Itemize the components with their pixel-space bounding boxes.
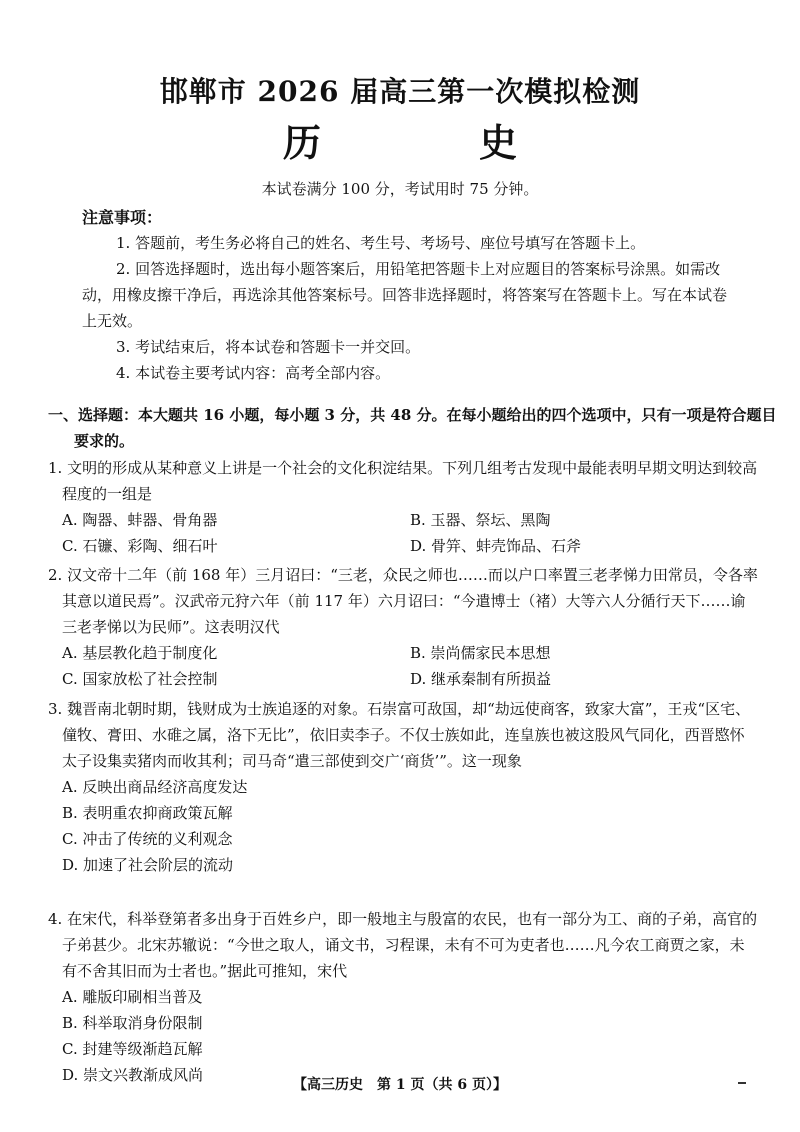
option-c: C. 冲击了传统的义利观念 <box>62 830 233 848</box>
option-a: A. 基层教化趋于制度化 <box>62 644 218 662</box>
subject-title: 历 史 <box>282 120 577 165</box>
option-d: D. 加速了社会阶层的流动 <box>62 856 234 874</box>
question-2 <box>48 562 758 692</box>
option-c: C. 国家放松了社会控制 <box>62 670 218 688</box>
notice-list <box>82 230 732 386</box>
exam-info: 本试卷满分 100 分，考试用时 75 分钟。 <box>261 180 539 198</box>
option-b: B. 崇尚儒家民本思想 <box>410 644 551 662</box>
option-a: A. 雕版印刷相当普及 <box>62 988 203 1006</box>
option-row <box>48 533 758 559</box>
option-c: C. 石镰、彩陶、细石叶 <box>62 537 218 555</box>
question-3 <box>48 696 758 878</box>
option-d: D. 骨笄、蚌壳饰品、石斧 <box>410 537 582 555</box>
option-b: B. 科举取消身份限制 <box>62 1014 203 1032</box>
option-row <box>48 640 758 666</box>
option-b: B. 表明重农抑商政策瓦解 <box>62 804 233 822</box>
option-b: B. 玉器、祭坛、黑陶 <box>410 511 551 529</box>
exam-title: 邯郸市 2026 届高三第一次模拟检测 <box>159 75 641 108</box>
option-row <box>48 507 758 533</box>
notice-item: 2. 回答选择题时，选出每小题答案后，用铅笔把答题卡上对应题目的答案标号涂黑。如需改动，用橡皮擦干净后，再选涂其他答案标号。回答非选择题时，将答案写在答题卡上。写在本试卷上无效。 <box>82 260 728 330</box>
corner-mark <box>738 1082 746 1084</box>
question-1 <box>48 455 758 559</box>
question-4 <box>48 906 758 1088</box>
page-footer: 【高三历史 第 1 页（共 6 页）】 <box>293 1077 507 1093</box>
question-stem: 3. 魏晋南北朝时期，钱财成为士族追逐的对象。石崇富可敌国，却“劫远使商客，致家大富”，王戎“区宅、僮牧、膏田、水碓之属，洛下无比”，依旧卖李子。不仅士族如此，连皇族也被这股风气同化，西晋愍怀太子设集卖猪肉而收其利；司马奇“遣三部使到交广‘商货’”。这一现象 <box>48 700 751 770</box>
option-a: A. 陶器、蚌器、骨角器 <box>62 511 218 529</box>
option-a: A. 反映出商品经济高度发达 <box>62 778 248 796</box>
notice-item: 3. 考试结束后，将本试卷和答题卡一并交回。 <box>116 338 421 356</box>
question-stem: 4. 在宋代，科举登第者多出身于百姓乡户，即一般地主与殷富的农民，也有一部分为工、商的子弟，高官的子弟甚少。北宋苏辙说：“今世之取人，诵文书，习程课，未有不可为吏者也……凡今农工商贾之家，未有不舍其旧而为士者也。”据此可推知，宋代 <box>48 910 758 980</box>
option-d: D. 继承秦制有所损益 <box>410 670 552 688</box>
option-row <box>48 666 758 692</box>
question-stem: 1. 文明的形成从某种意义上讲是一个社会的文化积淀结果。下列几组考古发现中最能表明早期文明达到较高程度的一组是 <box>48 459 758 503</box>
notice-item: 1. 答题前，考生务必将自己的姓名、考生号、考场号、座位号填写在答题卡上。 <box>116 234 646 252</box>
notice-title: 注意事项： <box>82 208 163 227</box>
option-d: D. 崇文兴教渐成风尚 <box>62 1066 204 1084</box>
option-c: C. 封建等级渐趋瓦解 <box>62 1040 203 1058</box>
question-stem: 2. 汉文帝十二年（前 168 年）三月诏曰：“三老，众民之师也……而以户口率置三老孝悌力田常员，令各率其意以道民焉”。汉武帝元狩六年（前 117 年）六月诏曰：“今遣博士（褚）大等六人分循行天下……谕三老孝悌以为民师”。这表明汉代 <box>48 566 758 636</box>
section-heading: 一、选择题：本大题共 16 小题，每小题 3 分，共 48 分。在每小题给出的四个选项中，只有一项是符合题目要求的。 <box>48 406 777 450</box>
notice-item: 4. 本试卷主要考试内容：高考全部内容。 <box>116 364 391 382</box>
